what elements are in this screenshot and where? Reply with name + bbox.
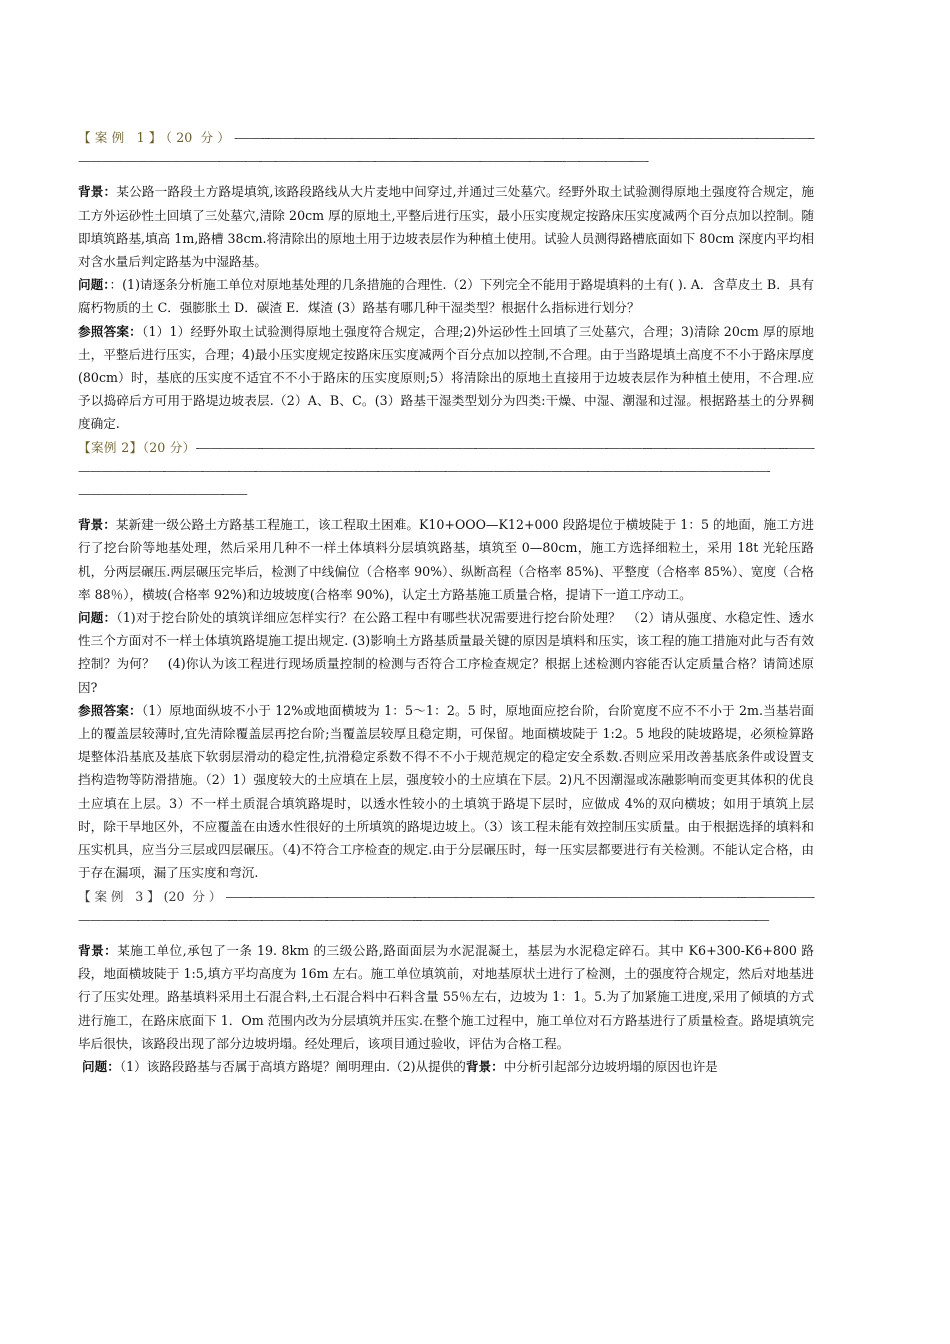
case2-heading: 【案例 2】（20 分）-—————--———————--——-—-———————-———————————-———---—-——————-——-—---——-——————-—-———-——-——-——————-————-———--——-————————————-——————-—————————-——————-——————-——: [78, 439, 814, 502]
case1-dash-line: -——---——--——-——-———---—---———-—————————-—--———--——————————-—-——-——--————————————-——-—-—-———————-—-———---—————-————-—-------—-——-——-—-: [78, 130, 814, 169]
case1-answer: [78, 320, 814, 436]
case2-background: [78, 513, 814, 606]
case1-question-label: 问题：: [78, 277, 110, 293]
case1-background-text: 某公路一路段土方路堤填筑,该路段路线从大片麦地中间穿过,并通过三处墓穴。经野外取土试验测得原地土强度符合规定，施工方外运砂性土回填了三处墓穴,清除 20cm 厚的原地土,平整后进行压实，最小压实度规定按路床压实度减两个百分点加以控制。随即填筑路基,填高 1m,路槽 38cm.将清除出的原地土用于边坡表层作为种植土使用。试验人员测得路槽底面如下 80cm 深度内平均相对含水量后判定路基为中湿路基。: [78, 184, 814, 270]
case3-heading: 【案例 3】(20 分）——-—————-—-—————-——-—-——-—-———--————————————————-———---—--————-—————-——-——-———---——-———-——-——-—————---—————-——————-——----———————------———-——-—: [78, 888, 814, 927]
case1-answer-label: 参照答案：: [78, 323, 142, 339]
case2-answer-label: 参照答案：: [78, 702, 142, 718]
case3-question-text: （1）该路段路基与否属于高填方路堤？阐明理由.（2)从提供的: [119, 1058, 466, 1074]
case2-background-text: 某新建一级公路土方路基工程施工，该工程取土困难。K10+OOO—K12+000 段路堤位于横坡陡于 1：5 的地面，施工方进行了挖台阶等地基处理，然后采用几种不一样土体填料分层填筑路基，填筑至 0—80cm，施工方选择细粒土，采用 18t 光轮压路机，分两层碾压.两层碾压完毕后，检测了中线偏位（合格率 90%）、纵断高程（合格率 85%)、平整度（合格率 85%）、宽度（合格率 88％），横坡(合格率 92%)和边坡坡度(合格率 90%)，认定土方路基施工质量合格，提请下一道工序动工。: [78, 517, 814, 602]
case2-question-text: （1)对于挖台阶处的填筑详细应怎样实行？在公路工程中有哪些状况需要进行挖台阶处理？ （2）请从强度、水稳定性、透水性三个方面对不一样土体填筑路堤施工提出规定. (3)影响土方路基质量最关键的原因是填料和压实，该工程的施工措施对此与否有效控制？为何？ (4)你认为该工程进行现场质量控制的检测与否符合工序检查规定？根据上述检测内容能否认定质量合格？请简述原因?: [78, 610, 815, 695]
case2-answer: [78, 699, 814, 885]
document-page: [78, 126, 814, 1078]
case3-question-background-label: 背景：: [465, 1058, 504, 1074]
case2-question: [78, 606, 814, 699]
case3-background-text: 某施工单位,承包了一条 19. 8km 的三级公路,路面面层为水泥混凝土，基层为水泥稳定碎石。其中 K6+300-K6+800 路段，地面横坡陡于 1:5,填方平均高度为 16m 左右。施工单位填筑前，对地基原状土进行了检测，土的强度符合规定，然后对地基进行了压实处理。路基填料采用土石混合料,土石混合料中石料含量 55％左右，边坡为 1：1。5.为了加紧施工进度,采用了倾填的方式进行施工，在路床底面下 1．Om 范围内改为分层填筑并压实.在整个施工过程中，施工单位对石方路基进行了质量检查。路堤填筑完毕后很快，该路段出现了部分边坡坍塌。经处理后，该项目通过验收，评估为合格工程。: [78, 942, 814, 1051]
case2-answer-text: （1）原地面纵坡不小于 12%或地面横坡为 1：5～1：2。5 时，原地面应挖台阶，台阶宽度不应不不小于 2m.当基岩面上的覆盖层较薄时,宜先清除覆盖层再挖台阶;当覆盖层较厚且稳定期，可保留。地面横坡陡于 1:2。5 地段的陡坡路堤，必须检算路堤整体沿基底及基底下软弱层滑动的稳定性,抗滑稳定系数不得不不小于规范规定的稳定安全系数.否则应采用改善基底条件或设置支挡构造物等防滑措施。（2）1）强度较大的土应填在上层，强度较小的土应填在下层。2)凡不因潮湿或冻融影响而变更其体积的优良土应填在上层。3）不一样土质混合填筑路堤时，以透水性较小的土填筑于路堤下层时，应做成 4%的双向横坡；如用于填筑上层时，除干旱地区外，不应覆盖在由透水性很好的土所填筑的路堤边坡上。（3）该工程未能有效控制压实质量。由于根据选择的填料和压实机具，应当分三层或四层碾压。（4)不符合工序检查的规定.由于分层碾压时，每一压实层都要进行有关检测。不能认定合格，由于存在漏项，漏了压实度和弯沉.: [78, 702, 814, 881]
case1-question-text: ：(1)请逐条分析施工单位对原地基处理的几条措施的合理性.（2）下列完全不能用于路堤填料的土有( ). A．含草皮土 B．具有腐朽物质的土 C．强膨胀土 D．碳渣 E．煤渣 (3）路基有哪几种干湿类型？根据什么指标进行划分？: [78, 277, 815, 316]
case3-question-tail: 中分析引起部分边坡坍塌的原因也许是: [503, 1058, 718, 1074]
case2-dash-line: -—————--———————--——-—-———————-———————————-———---—-——————-——-—---——-——————-—-———-——-——-——————-————-———--——-————————————-——————-—————————-——————-——————-——: [78, 439, 814, 502]
case3-question: [78, 1055, 814, 1078]
case3-question-label: 问题：: [82, 1058, 120, 1074]
case1-heading: 【案例 1】（20 分）-——---——--——-——-———---—---———-—————————-—--———--——————————-—-——-——--————————————-——-—-—-———————-—-———---—————-————-—-------—-——-——-—-: [78, 130, 814, 169]
case3-background: [78, 939, 814, 1055]
case1-answer-text: （1）1）经野外取土试验测得原地土强度符合规定，合理;2)外运砂性土回填了三处墓穴，合理；3)清除 20cm 厚的原地土，平整后进行压实，合理；4)最小压实度规定按路床压实度减两个百分点加以控制,不合理。由于当路堤填土高度不不小于路床厚度(80cm）时，基底的压实度不适宜不不小于路床的压实度原则;5）将清除出的原地土直接用于边坡表层作为种植土使用，不合理.应予以捣碎后方可用于路堤边坡表层.（2）A、B、C。(3）路基干湿类型划分为四类:干燥、中湿、潮湿和过湿。根据路基土的分界稠度确定.: [78, 323, 814, 432]
case3-dash-line: ——-—————-—-—————-——-—-——-—-———--————————————————-———---—--————-—————-——-——-———---——-———-——-——-—————---—————-——————-——----———————------———-——-—: [78, 888, 814, 927]
case3-background-label: 背景：: [78, 942, 118, 958]
case2-question-label: 问题：: [78, 610, 117, 626]
case2-background-label: 背景：: [78, 517, 116, 533]
case1-background: [78, 180, 814, 273]
case1-question: [78, 273, 814, 319]
case1-background-label: 背景：: [78, 184, 117, 200]
